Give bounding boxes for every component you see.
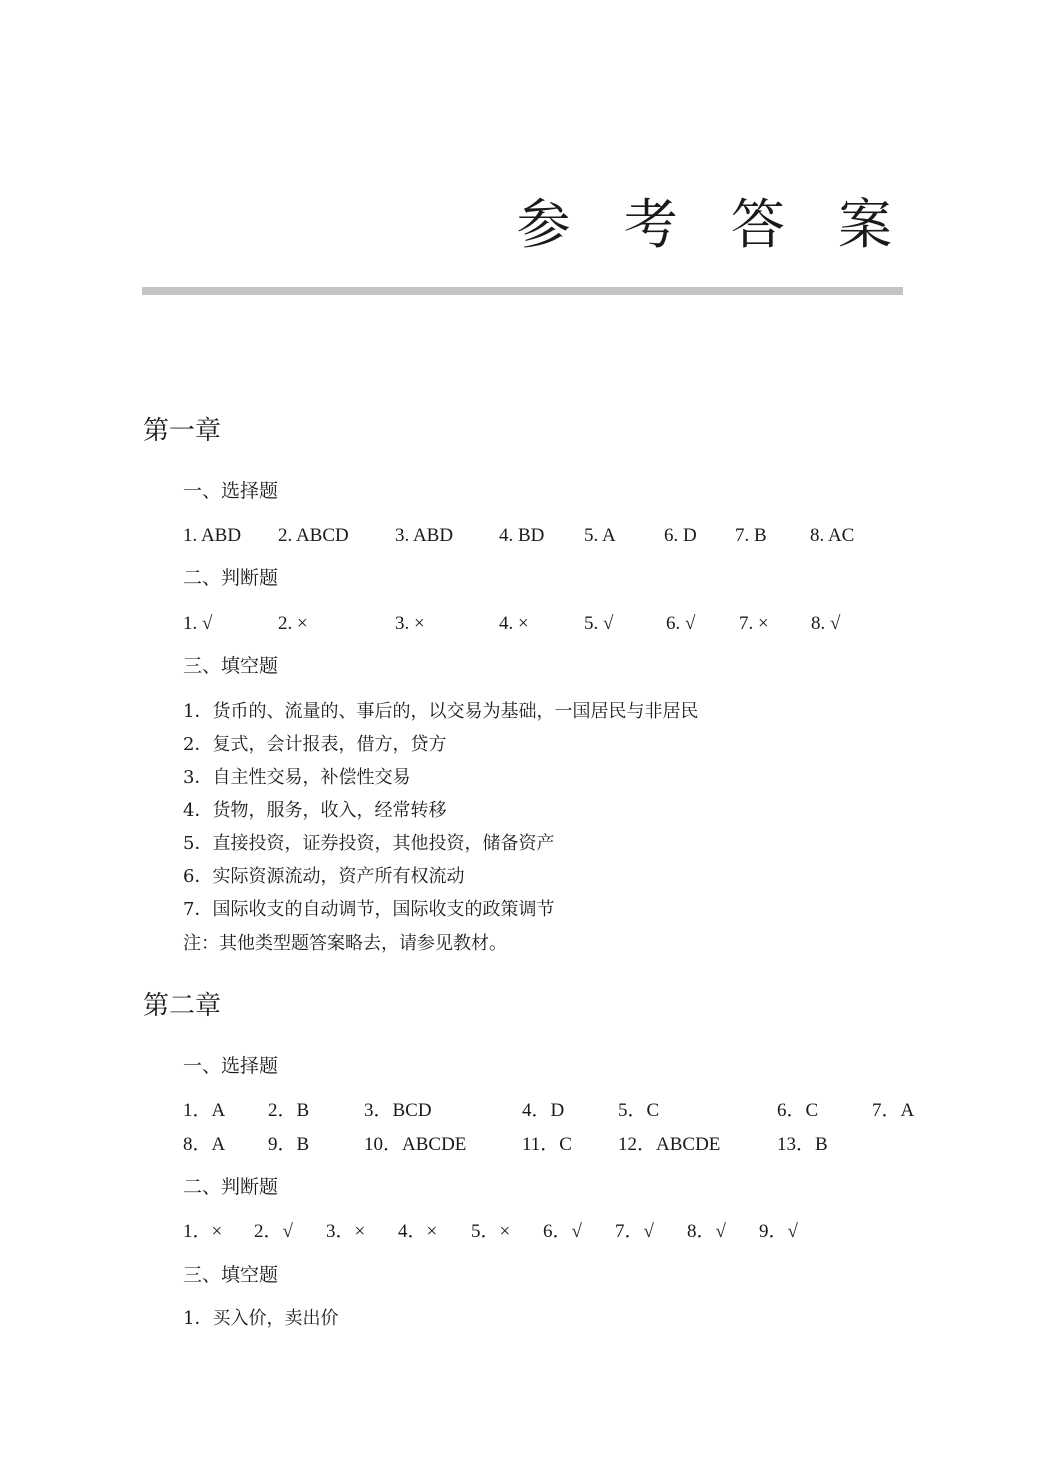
title-divider [142,287,903,295]
answer-item: 6. √ [666,613,696,634]
answer-item: 11．C [522,1134,572,1155]
answer-item: 2．√ [254,1221,293,1242]
page-title: 参 考 答 案 [516,193,910,256]
answer-item: 5．C [618,1100,660,1121]
answer-item: 12．ABCDE [618,1134,721,1155]
answer-item: 1．× [183,1221,223,1242]
answer-item: 13．B [777,1134,828,1155]
answer-item: 9．√ [759,1221,798,1242]
answer-item: 8. √ [811,613,841,634]
answer-row [0,612,1050,636]
chapter-heading: 第一章 [143,416,222,446]
section-heading: 一、选择题 [183,480,279,502]
answer-item: 8．√ [687,1221,726,1242]
answer-item: 5. A [584,525,616,546]
note-line: 注：其他类型题答案略去，请参见教材。 [183,933,507,954]
section-heading: 一、选择题 [183,1055,279,1077]
answer-item: 3. ABD [395,525,454,546]
answer-item: 4．× [398,1221,438,1242]
section-heading: 三、填空题 [183,1264,279,1286]
answer-item: 8．A [183,1134,226,1155]
answer-item: 7．A [872,1100,915,1121]
answer-item: 10．ABCDE [364,1134,467,1155]
fill-answer-line: 2．复式，会计报表，借方，贷方 [183,734,447,755]
answer-item: 2. ABCD [278,525,349,546]
fill-answer-line: 7．国际收支的自动调节，国际收支的政策调节 [183,899,555,920]
answer-item: 6．√ [543,1221,582,1242]
answer-item: 5. √ [584,613,614,634]
answer-item: 3．BCD [364,1100,432,1121]
answer-item: 1. √ [183,613,213,634]
answer-item: 1．A [183,1100,226,1121]
answer-item: 2．B [268,1100,310,1121]
answer-item: 6．C [777,1100,819,1121]
section-heading: 三、填空题 [183,655,279,677]
fill-answer-line: 5．直接投资，证券投资，其他投资，储备资产 [183,833,555,854]
answer-item: 4．D [522,1100,565,1121]
answer-row [0,1133,1050,1157]
answer-item: 6. D [664,525,697,546]
answer-item: 3．× [326,1221,366,1242]
answer-row [0,1099,1050,1123]
answer-item: 5．× [471,1221,511,1242]
fill-answer-line: 1．买入价，卖出价 [183,1308,339,1329]
answer-item: 4. × [499,613,529,634]
answer-row [0,524,1050,548]
answer-item: 4. BD [499,525,545,546]
answer-item: 7．√ [615,1221,654,1242]
fill-answer-line: 4．货物，服务，收入，经常转移 [183,800,447,821]
answer-item: 3. × [395,613,425,634]
fill-answer-line: 6．实际资源流动，资产所有权流动 [183,866,465,887]
fill-answer-line: 1．货币的、流量的、事后的，以交易为基础，一国居民与非居民 [183,701,699,722]
answer-item: 2. × [278,613,308,634]
chapter-heading: 第二章 [143,991,222,1021]
section-heading: 二、判断题 [183,567,279,589]
fill-answer-line: 3．自主性交易，补偿性交易 [183,767,411,788]
section-heading: 二、判断题 [183,1176,279,1198]
answer-item: 7. B [735,525,767,546]
answer-item: 8. AC [810,525,855,546]
answer-item: 9．B [268,1134,310,1155]
answer-row [0,1220,1050,1244]
answer-item: 1. ABD [183,525,242,546]
answer-item: 7. × [739,613,769,634]
